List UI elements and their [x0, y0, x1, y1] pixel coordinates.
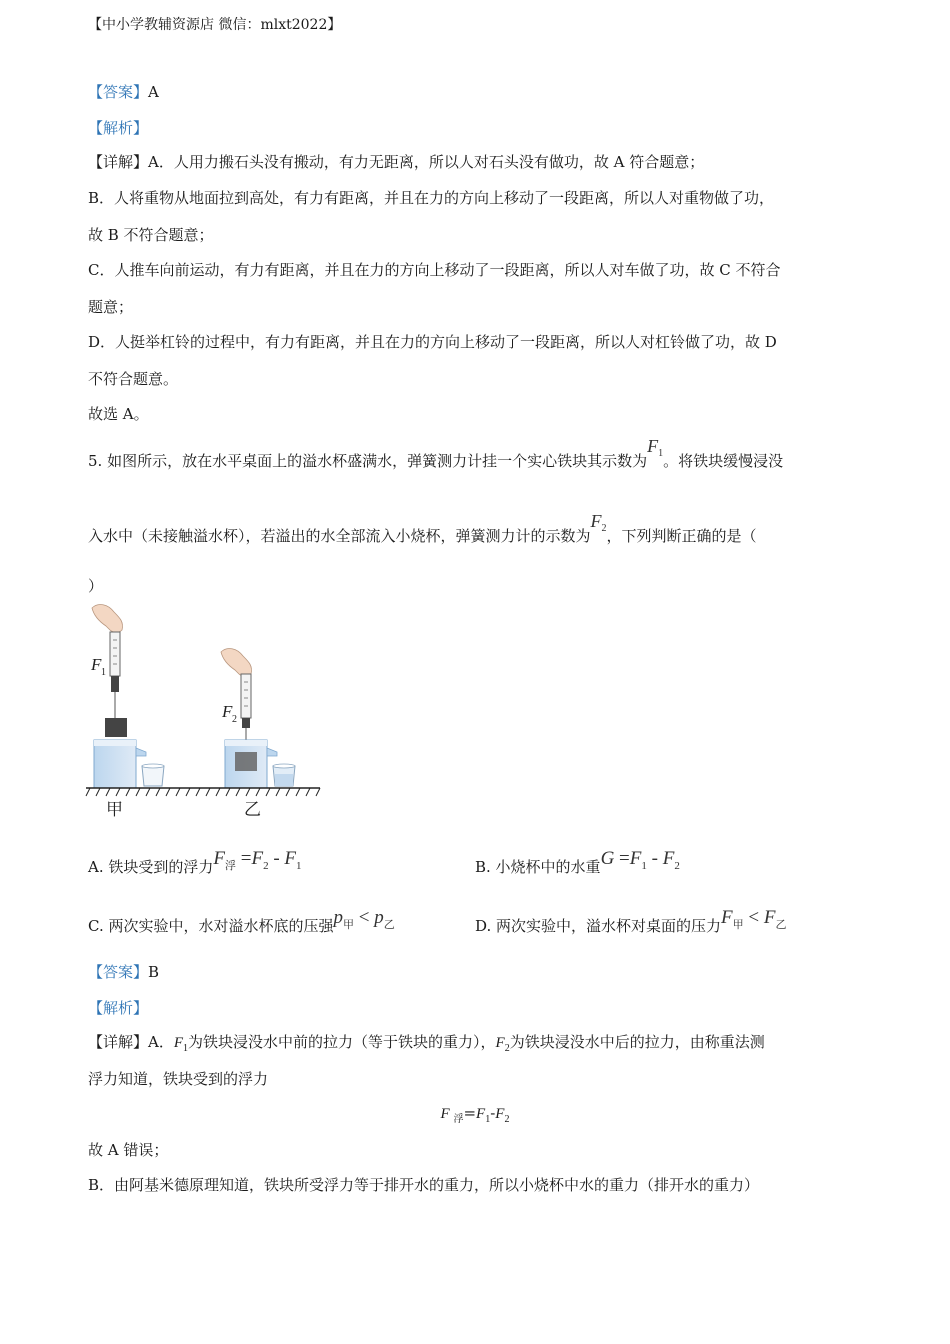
option-a[interactable] — [88, 848, 302, 881]
detail-text: A．人用力搬石头没有搬动，有力无距离，所以人对石头没有做功，故 A 符合题意； — [148, 153, 705, 171]
option-c-text: C. 两次实验中，水对溢水杯底的压强 — [88, 917, 334, 935]
page-header: 【中小学教辅资源店 微信：mlxt2022】 — [88, 17, 342, 33]
option-d-text: D. 两次实验中，溢水杯对桌面的压力 — [475, 917, 722, 935]
label-yi: 乙 — [244, 800, 261, 819]
stem-text: ，下列判断正确的是（ — [606, 527, 757, 545]
label-jia: 甲 — [106, 800, 123, 819]
f2-symbol: $F_2$ — [590, 511, 607, 534]
svg-text:F: F — [222, 702, 233, 721]
option-a-formula: $F_浮 =F_2 - F_1$ — [213, 848, 302, 872]
f1-inline: $F_1$ — [173, 1035, 189, 1054]
answer-line-q4 — [88, 81, 159, 102]
hand-left-icon — [92, 605, 123, 633]
answer-tag: 【答案】 — [88, 83, 149, 101]
question-5-stem-line-2 — [88, 511, 757, 548]
analysis-tag-q5: 【解析】 — [88, 999, 149, 1017]
beaker-right — [273, 764, 295, 786]
detail-line-q5-2: 浮力知道，铁块受到的浮力 — [88, 1070, 269, 1088]
f2-inline: $F_2$ — [495, 1035, 510, 1054]
answer-value: B — [148, 963, 160, 981]
option-d[interactable] — [475, 907, 787, 940]
detail-line-q4-4: C．人推车向前运动，有力有距离，并且在力的方向上移动了一段距离，所以人对车做了功，故 C 不符合 — [88, 261, 781, 279]
detail-tag: 【详解】 — [88, 1033, 149, 1051]
stem-text: 5. 如图所示，放在水平桌面上的溢水杯盛满水，弹簧测力计挂一个实心铁块其示数为 — [88, 452, 648, 470]
hand-right-icon — [221, 649, 252, 677]
detail-text: A． — [148, 1033, 174, 1051]
svg-text:1: 1 — [101, 667, 106, 678]
table-surface — [86, 788, 320, 796]
detail-line-q4-6: D．人挺举杠铃的过程中，有力有距离，并且在力的方向上移动了一段距离，所以人对杠铃做了功，故 D — [88, 333, 777, 351]
detail-line-q4-3: 故 B 不符合题意； — [88, 226, 214, 244]
option-b[interactable] — [475, 848, 680, 880]
answer-tag: 【答案】 — [88, 963, 149, 981]
detail-line-q5-1 — [88, 1031, 765, 1054]
svg-text:F: F — [91, 655, 102, 674]
detail-line-q4-7: 不符合题意。 — [88, 370, 179, 388]
detail-line-q4-8: 故选 A。 — [88, 405, 149, 423]
option-b-text: B. 小烧杯中的水重 — [475, 858, 601, 876]
detail-line-q5-3: 故 A 错误； — [88, 1141, 169, 1159]
option-b-formula: $G =F_1 - F_2$ — [600, 848, 680, 872]
detail-tag: 【详解】 — [88, 153, 149, 171]
stem-text: 。将铁块缓慢浸没 — [663, 452, 784, 470]
iron-block-left — [105, 718, 127, 737]
detail-text: 为铁块浸没水中前的拉力（等于铁块的重力）， — [188, 1033, 496, 1051]
experiment-figure — [84, 600, 324, 822]
spring-scale-left-icon — [110, 632, 120, 718]
option-c-formula: $p_甲 < p_乙$ — [333, 907, 395, 931]
option-d-formula: $F_甲 < F_乙$ — [721, 907, 787, 931]
iron-block-right — [235, 752, 257, 771]
svg-text:2: 2 — [232, 714, 237, 725]
detail-line-q4-5: 题意； — [88, 298, 134, 316]
buoyancy-formula: F $_浮=F_1-F_2$ — [440, 1104, 510, 1125]
detail-line-q5-4: B．由阿基米德原理知道，铁块所受浮力等于排开水的重力，所以小烧杯中水的重力（排开水的重力） — [88, 1176, 760, 1194]
detail-line-q4-2: B．人将重物从地面拉到高处，有力有距离，并且在力的方向上移动了一段距离，所以人对重物做了功， — [88, 189, 775, 207]
detail-line-q4-1 — [88, 151, 704, 172]
stem-text: 入水中（未接触溢水杯），若溢出的水全部流入小烧杯，弹簧测力计的示数为 — [88, 527, 591, 545]
analysis-tag-q4: 【解析】 — [88, 119, 149, 137]
answer-line-q5 — [88, 961, 159, 982]
beaker-left — [142, 764, 164, 786]
question-5-stem-line-3: ） — [88, 577, 104, 595]
detail-text: 为铁块浸没水中后的拉力，由称重法测 — [509, 1033, 765, 1051]
option-a-text: A. 铁块受到的浮力 — [88, 858, 214, 876]
overflow-cup-left — [94, 740, 146, 788]
option-c[interactable] — [88, 907, 395, 940]
question-5-stem-line-1 — [88, 436, 784, 473]
f1-symbol: $F_1$ — [647, 436, 664, 459]
answer-value: A — [148, 83, 159, 101]
